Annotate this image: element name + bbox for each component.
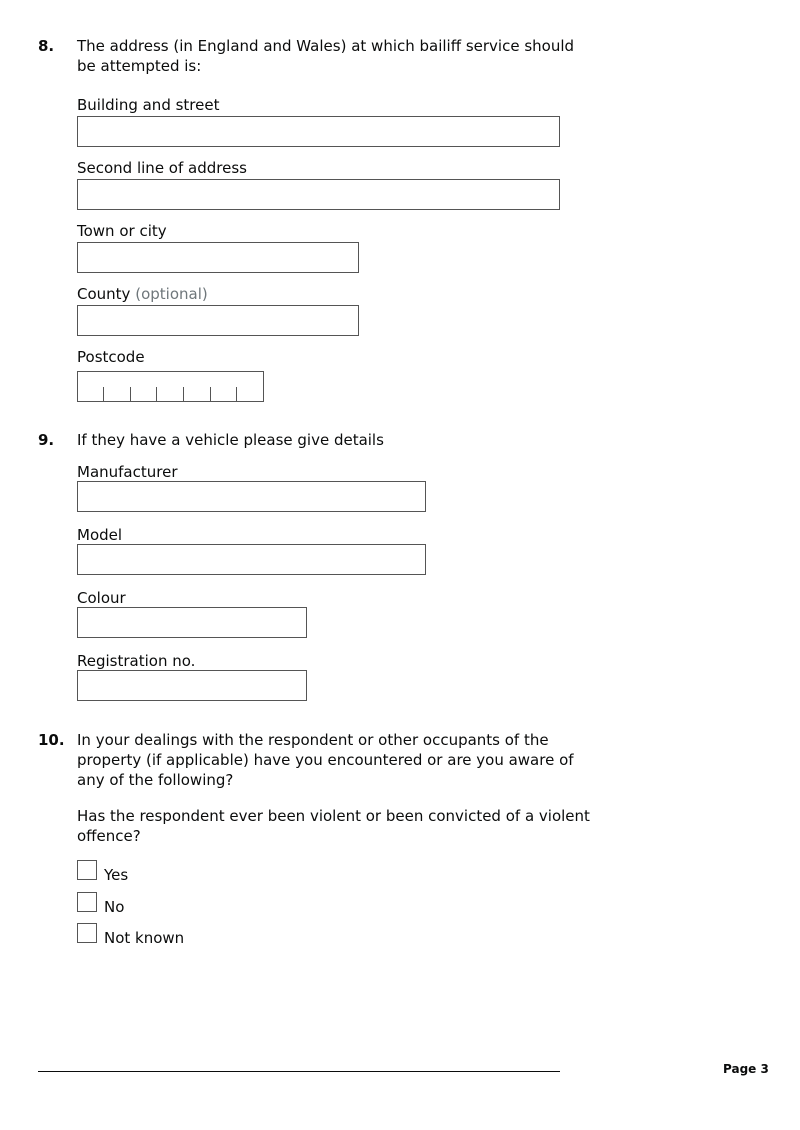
town-city-label: Town or city: [77, 222, 167, 240]
county-input[interactable]: [77, 305, 359, 336]
question-10-text-line-2: property (if applicable) have you encountered or are you aware of: [77, 751, 574, 769]
question-10-text-line-3: any of the following?: [77, 771, 234, 789]
violence-question: [77, 806, 590, 846]
colour-label: Colour: [77, 589, 126, 607]
not-known-checkbox[interactable]: [77, 923, 97, 943]
postcode-char-divider: [210, 387, 211, 401]
building-street-label: Building and street: [77, 96, 220, 114]
town-city-input[interactable]: [77, 242, 359, 273]
colour-input[interactable]: [77, 607, 307, 638]
question-9-text: If they have a vehicle please give details: [77, 431, 384, 449]
county-label: [77, 284, 208, 304]
postcode-label: Postcode: [77, 348, 145, 366]
building-street-input[interactable]: [77, 116, 560, 147]
postcode-input[interactable]: [77, 371, 264, 402]
not-known-label: Not known: [104, 929, 185, 947]
postcode-char-divider: [183, 387, 184, 401]
manufacturer-input[interactable]: [77, 481, 426, 512]
model-input[interactable]: [77, 544, 426, 575]
manufacturer-label: Manufacturer: [77, 463, 178, 481]
second-line-address-input[interactable]: [77, 179, 560, 210]
question-10-text-line-1: In your dealings with the respondent or other occupants of the: [77, 731, 549, 749]
model-label: Model: [77, 526, 123, 544]
question-8-text: [77, 36, 574, 76]
violence-question-line-1: Has the respondent ever been violent or been convicted of a violent: [77, 807, 590, 825]
postcode-char-divider: [236, 387, 237, 401]
violence-question-line-2: offence?: [77, 827, 141, 845]
question-10-text: [77, 730, 574, 790]
footer-divider: [38, 1071, 560, 1072]
no-checkbox[interactable]: [77, 892, 97, 912]
no-label: No: [104, 898, 125, 916]
question-number-8: 8.: [38, 37, 55, 55]
yes-checkbox[interactable]: [77, 860, 97, 880]
postcode-char-divider: [156, 387, 157, 401]
county-optional-hint: (optional): [135, 285, 208, 303]
county-label-text: County: [77, 285, 131, 303]
registration-label: Registration no.: [77, 652, 196, 670]
registration-input[interactable]: [77, 670, 307, 701]
question-number-9: 9.: [38, 431, 55, 449]
postcode-char-divider: [130, 387, 131, 401]
page-number: Page 3: [723, 1062, 769, 1076]
question-8-text-line-1: The address (in England and Wales) at which bailiff service should: [77, 37, 575, 55]
question-8-text-line-2: be attempted is:: [77, 57, 202, 75]
second-line-address-label: Second line of address: [77, 159, 247, 177]
yes-label: Yes: [104, 866, 129, 884]
question-number-10: 10.: [38, 731, 65, 749]
postcode-char-divider: [103, 387, 104, 401]
